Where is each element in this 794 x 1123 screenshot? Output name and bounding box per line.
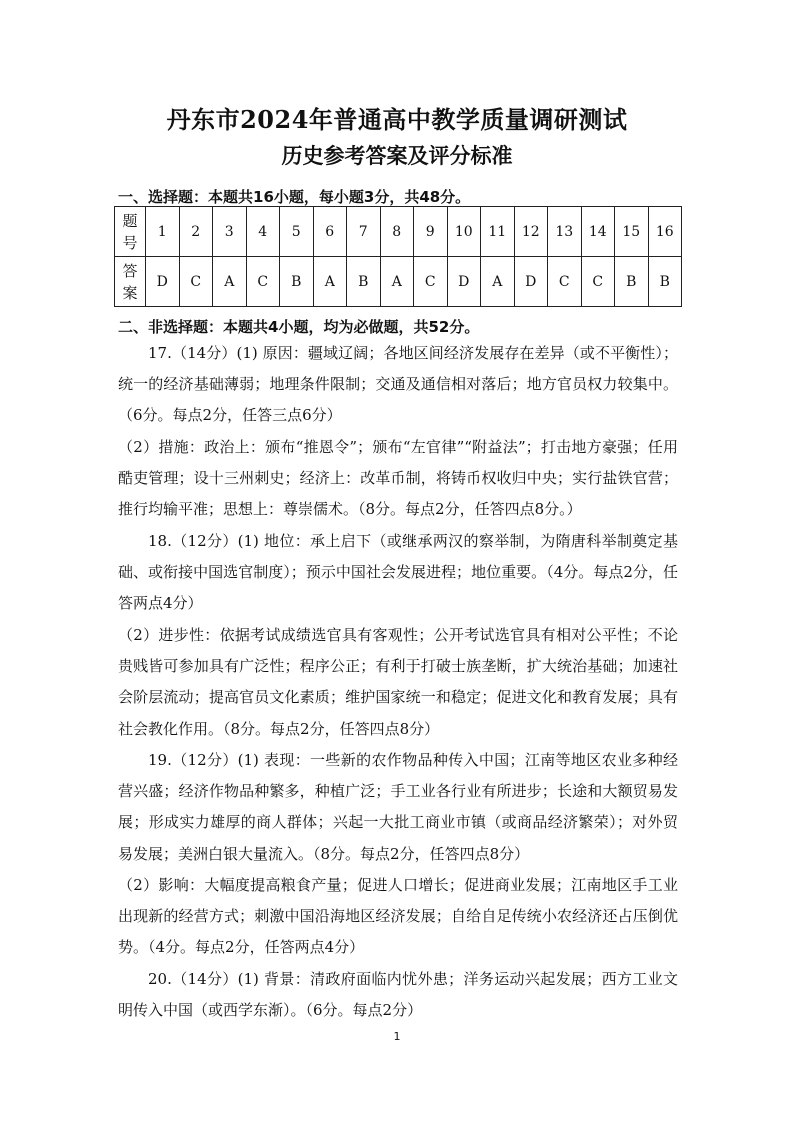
section2-heading: 二、非选择题：本题共4小题，均为必做题，共52分。 (118, 318, 480, 336)
question-19-part1-text: 19.（12分）(1) 表现：一些新的农作物品种传入中国；江南等地区农业多种经营兴盛；经济作物品种繁多，种植广泛；手工业各行业有所进步；长途和大额贸易发展；形成实力雄厚的商人群体；兴起一大批工商业市镇（或商品经济繁荣）；对外贸易发展；美洲白银大量流入。（8分。每点2分，任答四点8分） (118, 751, 678, 863)
page-subtitle: 历史参考答案及评分标准 (281, 143, 513, 168)
question-number-cell: 3 (213, 207, 247, 257)
question-20-part1 (118, 964, 678, 1026)
answer-cell: D (514, 257, 548, 307)
question-number-cell: 7 (347, 207, 381, 257)
question-19-part2 (118, 870, 678, 964)
answer-row (115, 257, 682, 307)
answer-cell: A (213, 257, 247, 307)
question-18-part1 (118, 526, 678, 620)
row-label-char: 案 (122, 283, 138, 302)
question-17-part1-text: 17.（14分）(1) 原因：疆域辽阔；各地区间经济发展存在差异（或不平衡性）；统一的经济基础薄弱；地理条件限制；交通及通信相对落后；地方官员权力较集中。（6分。每点2分，任答三点6分） (118, 344, 678, 425)
question-number-cell: 10 (447, 207, 481, 257)
question-number-cell: 15 (615, 207, 649, 257)
question-number-cell: 12 (514, 207, 548, 257)
row-label-char: 答 (122, 261, 138, 280)
answer-cell: A (313, 257, 347, 307)
answer-table (114, 206, 682, 307)
row-label-char: 号 (122, 233, 138, 252)
question-number-cell: 4 (246, 207, 280, 257)
question-17-part2 (118, 432, 678, 526)
question-number-cell: 11 (481, 207, 515, 257)
question-18-part1-text: 18.（12分）(1) 地位：承上启下（或继承两汉的察举制，为隋唐科举制奠定基础、或衔接中国选官制度）；预示中国社会发展进程；地位重要。（4分。每点2分，任答两点4分） (118, 532, 678, 613)
question-number-cell: 14 (581, 207, 615, 257)
answer-cell: B (280, 257, 314, 307)
question-number-cell: 5 (280, 207, 314, 257)
question-number-cell: 1 (146, 207, 180, 257)
question-number-cell: 6 (313, 207, 347, 257)
question-20-part1-text: 20.（14分）(1) 背景：清政府面临内忧外患；洋务运动兴起发展；西方工业文明传入中国（或西学东渐）。（6分。每点2分） (118, 970, 678, 1020)
row-label-question-number (115, 207, 146, 257)
question-18-part2-text: （2）进步性：依据考试成绩选官具有客观性；公开考试选官具有相对公平性；不论贵贱皆可参加具有广泛性；程序公正；有利于打破士族垄断，扩大统治基础；加速社会阶层流动；提高官员文化素质；维护国家统一和稳定；促进文化和教育发展；具有社会教化作用。（8分。每点2分，任答四点8分） (118, 626, 678, 738)
question-number-cell: 2 (179, 207, 213, 257)
question-number-row (115, 207, 682, 257)
answer-cell: C (548, 257, 582, 307)
section1-heading: 一、选择题：本题共16小题，每小题3分，共48分。 (118, 188, 471, 206)
question-19-part2-text: （2）影响：大幅度提高粮食产量；促进人口增长；促进商业发展；江南地区手工业出现新的经营方式；刺激中国沿海地区经济发展；自给自足传统小农经济还占压倒优势。（4分。每点2分，任答两点4分） (118, 876, 678, 957)
answer-cell: B (347, 257, 381, 307)
answer-cell: B (615, 257, 649, 307)
page-title: 丹东市2024年普通高中教学质量调研测试 (166, 105, 628, 134)
question-18-part2 (118, 620, 678, 745)
answer-cell: C (414, 257, 448, 307)
question-number-cell: 9 (414, 207, 448, 257)
answer-cell: D (447, 257, 481, 307)
answer-cell: A (481, 257, 515, 307)
question-number-cell: 13 (548, 207, 582, 257)
answer-cell: D (146, 257, 180, 307)
question-number-cell: 8 (380, 207, 414, 257)
question-19-part1 (118, 745, 678, 870)
page-number: 1 (393, 1030, 401, 1043)
answer-cell: C (179, 257, 213, 307)
row-label-answer (115, 257, 146, 307)
answer-cell: B (648, 257, 682, 307)
row-label-char: 题 (122, 211, 138, 230)
answer-cell: C (581, 257, 615, 307)
answer-cell: C (246, 257, 280, 307)
answer-cell: A (380, 257, 414, 307)
question-number-cell: 16 (648, 207, 682, 257)
question-17-part1 (118, 338, 678, 432)
question-17-part2-text: （2）措施：政治上：颁布“推恩令”；颁布“左官律”“附益法”；打击地方豪强；任用酷吏管理；设十三州刺史；经济上：改革币制，将铸币权收归中央；实行盐铁官营；推行均输平准；思想上：尊崇儒术。（8分。每点2分，任答四点8分。） (118, 438, 678, 519)
